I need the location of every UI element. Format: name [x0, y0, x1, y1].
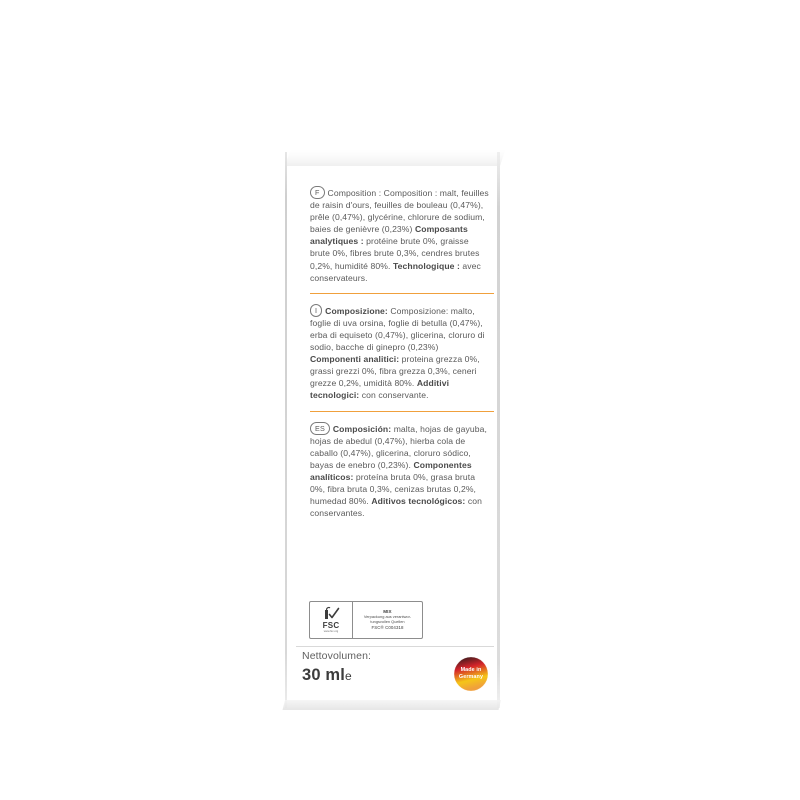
fsc-tree-checkmark-icon: [323, 606, 340, 621]
spanish-bold-additives: Aditivos tecnológicos:: [371, 496, 466, 507]
fsc-claim: [353, 602, 422, 638]
seal-line-2: Germany: [458, 673, 484, 680]
language-badge-es: ES: [310, 422, 330, 435]
spanish-text-2: proteína bruta 0%, grasa bruta 0%, fibra bruta 0,3%, cenizas brutas 0,2%, humedad 80%.: [310, 471, 477, 507]
spanish-bold-composition: Composición:: [332, 423, 392, 434]
spanish-composition-paragraph: [310, 422, 490, 520]
bottom-divider: [296, 646, 494, 647]
package-right-edge: [497, 152, 500, 708]
net-volume-value: [302, 666, 352, 685]
package-bottom-edge: [283, 700, 501, 710]
fsc-certification-logo: [309, 601, 423, 639]
package-top-edge: [285, 150, 505, 166]
french-bold-technological: Technologique :: [392, 260, 460, 271]
french-bold-analytical: Composants analytiques :: [310, 224, 468, 247]
italian-bold-additives: Additivi tecnologici:: [310, 378, 450, 401]
package-left-edge: [285, 152, 287, 708]
seal-line-1: Made in: [460, 667, 482, 673]
fsc-mix-label: MIX: [383, 608, 392, 614]
fsc-license-code: FSC® C004318: [371, 625, 404, 631]
italian-text-3: con conservante.: [359, 390, 429, 401]
seal-text: [447, 667, 495, 680]
italian-bold-analytical: Componenti analitici:: [310, 354, 400, 365]
italian-composition-paragraph: [310, 304, 490, 402]
language-block-french: [310, 186, 490, 294]
french-text-1: Composition : Composition : malt, feuilles de raisin d'ours, feuilles de bouleau (0,47%), prêle (0,47%), glycérine, chlorure de sodium, baies de genièvre (0,23%): [310, 188, 489, 235]
fsc-description: Verpackung aus verantwor- tungsvollen Quellen: [363, 613, 412, 624]
label-text-content: [310, 186, 490, 539]
net-volume-label: Nettovolumen:: [302, 650, 372, 662]
spanish-bold-analytical: Componentes analíticos:: [310, 459, 472, 482]
italian-bold-composition: Composizione:: [325, 305, 388, 316]
fsc-wordmark: FSC: [322, 621, 340, 631]
language-block-spanish: [310, 422, 490, 530]
french-text-3: avec conservateurs.: [310, 260, 481, 283]
spanish-text-1: malta, hojas de gayuba, hojas de abedul (0,47%), hierba cola de caballo (0,47%), glicerina, cloruro sódico, bayas de enebro (0,23%).: [310, 423, 487, 470]
italian-text-1: Composizione: malto, foglie di uva orsina, foglie di betulla (0,47%), erba di equiseto (0,47%), glicerina, cloruro di sodio, bacche di ginepro (0,23%): [310, 305, 485, 353]
language-badge-fr: F: [310, 186, 325, 199]
french-text-2: protéine brute 0%, graisse brute 0%, fibres brute 0,3%, cendres brutes 0,2%, humidité 80%.: [310, 236, 480, 271]
french-composition-paragraph: [310, 186, 490, 284]
made-in-germany-seal: [447, 650, 495, 698]
fsc-logo-mark: [310, 602, 353, 638]
net-volume-number: 30 ml: [302, 666, 346, 684]
estimated-sign: e: [345, 669, 352, 683]
italian-text-2: proteina grezza 0%, grassi grezzi 0%, fibra grezza 0,3%, ceneri grezze 0,2%, umidità 80%.: [310, 354, 480, 389]
language-block-italian: [310, 304, 490, 412]
language-badge-it: I: [310, 304, 322, 317]
spanish-text-3: con conservantes.: [310, 496, 482, 519]
fsc-website: www.fsc.org: [323, 630, 339, 634]
